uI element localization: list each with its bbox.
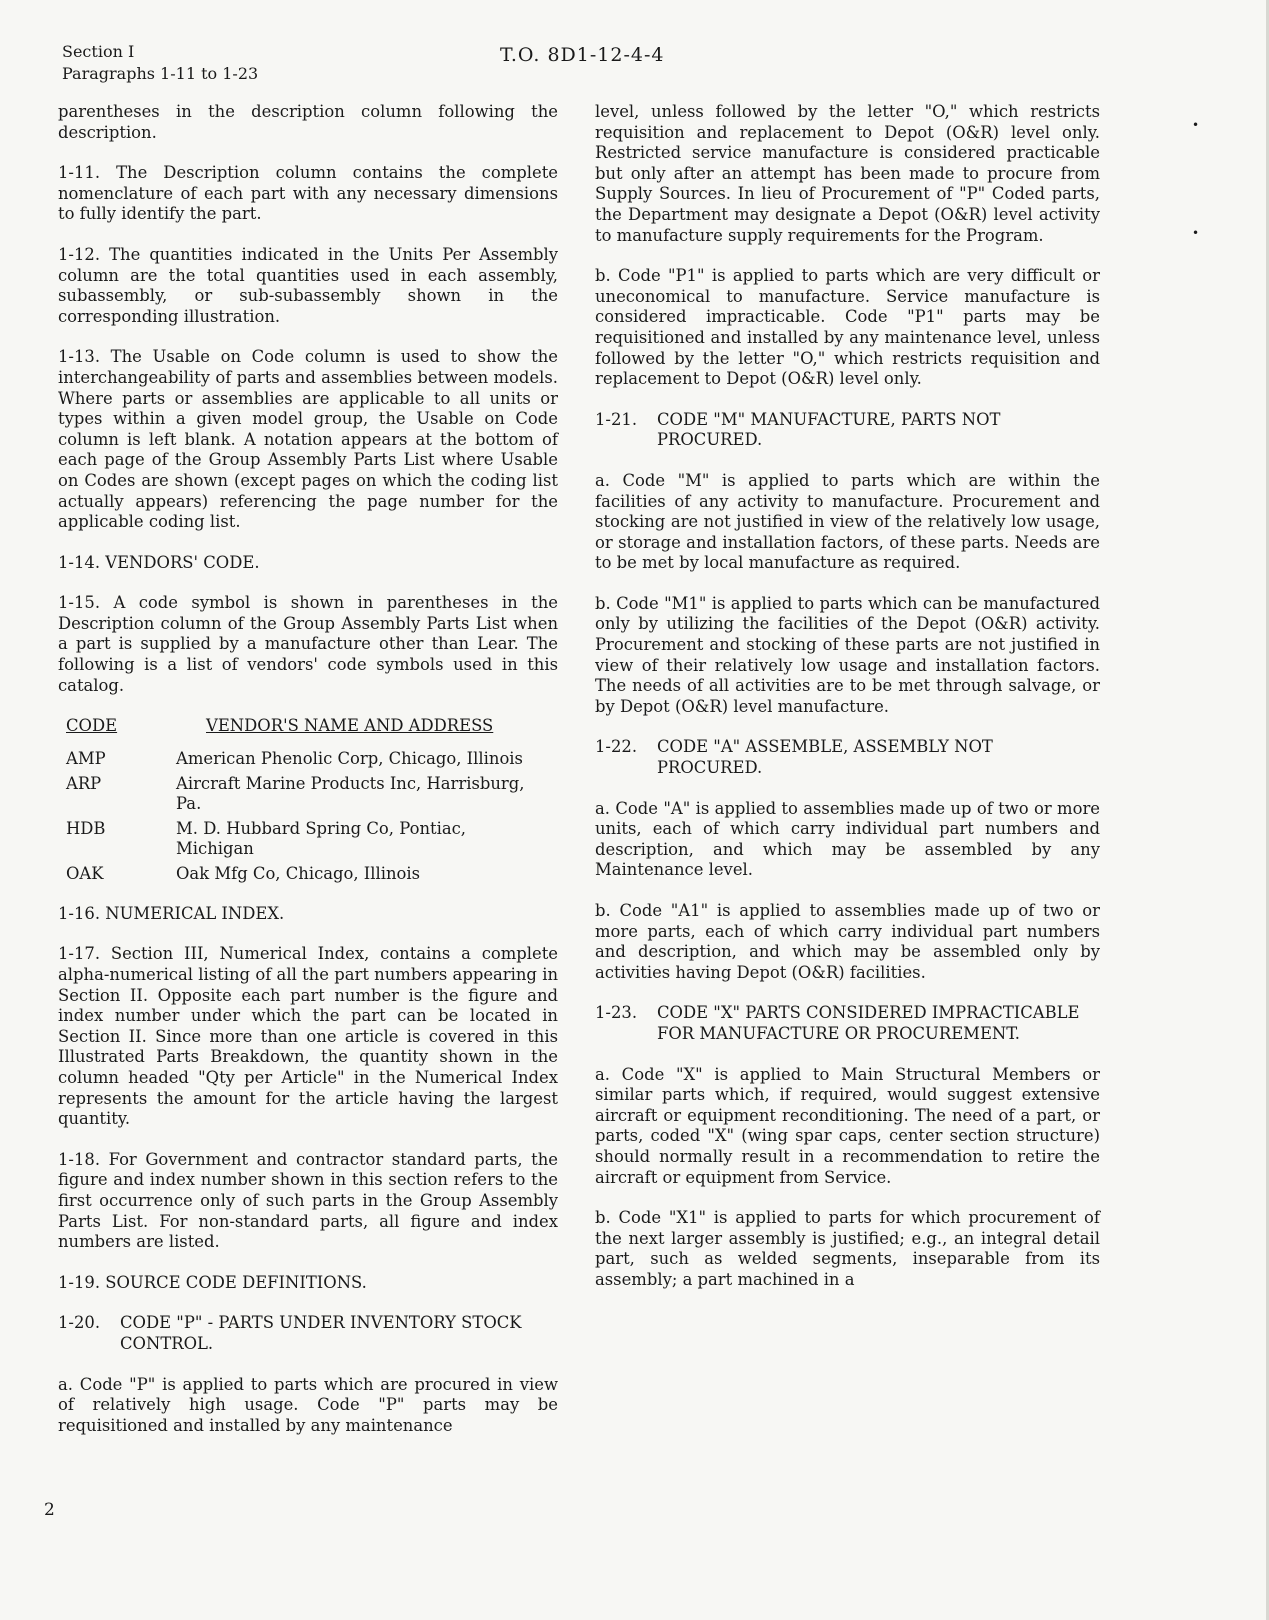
scan-speck: • bbox=[1192, 226, 1200, 240]
vendors-col-name: VENDOR'S NAME AND ADDRESS bbox=[206, 716, 494, 736]
table-row bbox=[66, 819, 526, 864]
vendor-name: M. D. Hubbard Spring Co, Pontiac, Michigan bbox=[176, 819, 466, 858]
vendor-name: Aircraft Marine Products Inc, Harrisburg, Pa. bbox=[176, 774, 525, 813]
heading-1-20-number: 1-20. bbox=[58, 1313, 101, 1333]
vendor-code: ARP bbox=[66, 774, 102, 794]
heading-1-20 bbox=[58, 1313, 558, 1354]
paragraph-1-22-a: a. Code "A" is applied to assemblies made up of two or more units, each of which carry individual part numbers and description, and which may be assembled by any Maintenance level. bbox=[595, 798, 1100, 880]
table-row bbox=[66, 749, 526, 775]
scan-speck: • bbox=[1192, 118, 1200, 132]
paragraph-1-21-a: a. Code "M" is applied to parts which are within the facilities of any activity to manufacture. Procurement and stocking are not justified in view of the relatively low usage, or storage and installation factors, of these parts. Needs are to be met by local manufacture as required. bbox=[595, 470, 1100, 573]
paragraph-1-21-b: b. Code "M1" is applied to parts which can be manufactured only by utilizing the facilities of the Depot (O&R) activity. Procurement and stocking of these parts are not justified in view of their relatively low usage and installation factors. The needs of all activities are to be met through salvage, or by Depot (O&R) level manufacture. bbox=[595, 593, 1100, 716]
paragraph-1-23-a: a. Code "X" is applied to Main Structural Members or similar parts which, if required, would suggest extensive aircraft or equipment reconditioning. The need of a part, or parts, coded "X" (wing spar caps, center section structure) should normally result in a recommendation to retire the aircraft or equipment from Service. bbox=[595, 1064, 1100, 1187]
heading-1-14: 1-14. VENDORS' CODE. bbox=[58, 552, 260, 572]
heading-1-23-number: 1-23. bbox=[595, 1003, 638, 1023]
header-paragraphs: Paragraphs 1-11 to 1-23 bbox=[62, 64, 259, 83]
vendor-code: HDB bbox=[66, 819, 106, 839]
heading-1-19: 1-19. SOURCE CODE DEFINITIONS. bbox=[58, 1272, 367, 1292]
heading-1-20-text: CODE "P" - PARTS UNDER INVENTORY STOCK CONTROL. bbox=[120, 1313, 522, 1353]
paragraph-1-20-b: b. Code "P1" is applied to parts which are very difficult or uneconomical to manufacture. Service manufacture is considered impracticable. Code "P1" parts may be requisitioned and installed by any maintenance level, unless followed by the letter "O," which restricts requisition and replacement to Depot (O&R) level only. bbox=[595, 266, 1100, 389]
left-column bbox=[58, 102, 558, 1456]
heading-1-22-number: 1-22. bbox=[595, 737, 638, 757]
vendors-col-code: CODE bbox=[66, 716, 118, 736]
vendors-table bbox=[66, 712, 526, 890]
table-row bbox=[66, 774, 526, 819]
paragraph-1-11: 1-11. The Description column contains the complete nomenclature of each part with any necessary dimensions to fully identify the part. bbox=[58, 163, 558, 224]
paragraph-1-13: 1-13. The Usable on Code column is used to show the interchangeability of parts and assemblies between models. Where parts or assemblies are applicable to all units or types within a given model group, the Usable on Code column is left blank. A notation appears at the bottom of each page of the Group Assembly Parts List where Usable on Codes are shown (except pages on which the coding list actually appears) referencing the page number for the applicable coding list. bbox=[58, 347, 558, 532]
heading-1-23-text: CODE "X" PARTS CONSIDERED IMPRACTICABLE FOR MANUFACTURE OR PROCUREMENT. bbox=[657, 1003, 1080, 1043]
paragraph-1-18: 1-18. For Government and contractor standard parts, the figure and index number shown in this section refers to the first occurrence only of such parts in the Group Assembly Parts List. For non-standard parts, all figure and index numbers are listed. bbox=[58, 1149, 558, 1252]
paragraph-continued: parentheses in the description column following the description. bbox=[58, 102, 558, 142]
heading-1-22-text: CODE "A" ASSEMBLE, ASSEMBLY NOT PROCURED. bbox=[657, 737, 993, 778]
paragraph-continued: level, unless followed by the letter "O," which restricts requisition and replacement to Depot (O&R) level only. Restricted service manufacture is considered practicable but only after an attempt has been made to procure from Supply Sources. In lieu of Procurement of "P" Coded parts, the Department may designate a Depot (O&R) level activity to manufacture supply requirements for the Program. bbox=[595, 102, 1100, 245]
paragraph-1-20-a: a. Code "P" is applied to parts which are procured in view of relatively high usage. Code "P" parts may be requisitioned and installed by any maintenance bbox=[58, 1374, 558, 1435]
vendors-table-header bbox=[66, 712, 526, 749]
paragraph-1-23-b: b. Code "X1" is applied to parts for which procurement of the next larger assembly is justified; e.g., an integral detail part, such as welded segments, inseparable from its assembly; a part machined in a bbox=[595, 1208, 1100, 1289]
right-column bbox=[595, 102, 1100, 1311]
paragraph-1-17: 1-17. Section III, Numerical Index, contains a complete alpha-numerical listing of all the part numbers appearing in Section II. Opposite each part number is the figure and index number under which the part can be located in Section II. Since more than one article is covered in this Illustrated Parts Breakdown, the quantity shown in the column headed "Qty per Article" in the Numerical Index represents the amount for the article having the largest quantity. bbox=[58, 944, 558, 1129]
heading-1-21 bbox=[595, 410, 1100, 451]
paragraph-1-22-b: b. Code "A1" is applied to assemblies made up of two or more parts, each of which carry individual part numbers and description, and which may be assembled only by activities having Depot (O&R) facilities. bbox=[595, 901, 1100, 982]
header-to-number: T.O. 8D1-12-4-4 bbox=[500, 44, 665, 66]
heading-1-23 bbox=[595, 1003, 1100, 1044]
heading-1-21-number: 1-21. bbox=[595, 409, 638, 429]
paragraph-1-15: 1-15. A code symbol is shown in parentheses in the Description column of the Group Assembly Parts List when a part is supplied by a manufacture other than Lear. The following is a list of vendors' code symbols used in this catalog. bbox=[58, 593, 558, 695]
header-section: Section I bbox=[62, 42, 135, 61]
heading-1-21-text: CODE "M" MANUFACTURE, PARTS NOT PROCURED. bbox=[657, 409, 1001, 450]
vendor-name: Oak Mfg Co, Chicago, Illinois bbox=[176, 864, 421, 884]
heading-1-16: 1-16. NUMERICAL INDEX. bbox=[58, 903, 285, 923]
page-number: 2 bbox=[44, 1500, 55, 1520]
heading-1-22 bbox=[595, 737, 1100, 778]
paragraph-1-12: 1-12. The quantities indicated in the Units Per Assembly column are the total quantities used in each assembly, subassembly, or sub-subassembly shown in the corresponding illustration. bbox=[58, 244, 558, 326]
header-section-info bbox=[62, 41, 258, 85]
vendor-code: OAK bbox=[66, 864, 104, 884]
vendor-name: American Phenolic Corp, Chicago, Illinois bbox=[176, 748, 523, 768]
vendor-code: AMP bbox=[66, 748, 106, 768]
table-row bbox=[66, 864, 526, 890]
